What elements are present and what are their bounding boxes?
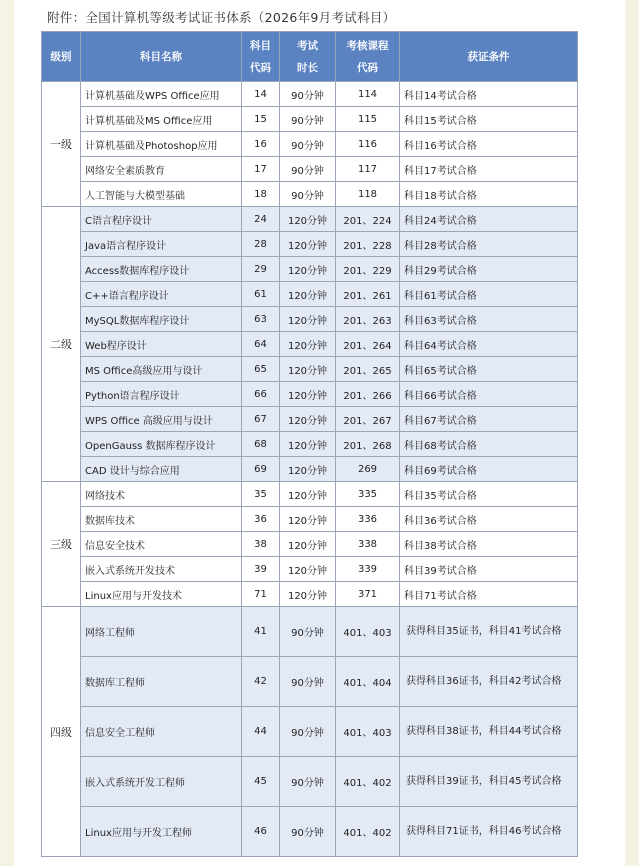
course-code-cell: 117 <box>336 157 400 182</box>
course-code-cell: 116 <box>336 132 400 157</box>
exam-duration-cell: 120分钟 <box>280 357 336 382</box>
exam-duration-cell: 90分钟 <box>280 657 336 707</box>
subject-name-cell: 信息安全工程师 <box>81 707 242 757</box>
subject-code-cell: 71 <box>242 582 280 607</box>
condition-cell: 科目28考试合格 <box>400 232 578 257</box>
exam-duration-cell: 90分钟 <box>280 757 336 807</box>
table-row <box>42 507 578 532</box>
attachment-caption: 附件：全国计算机等级考试证书体系（2026年9月考试科目） <box>47 10 396 25</box>
subject-name-cell: 计算机基础及MS Office应用 <box>81 107 242 132</box>
table-row <box>42 532 578 557</box>
table-row <box>42 582 578 607</box>
table-body <box>42 82 578 857</box>
exam-duration-cell: 120分钟 <box>280 332 336 357</box>
exam-duration-cell: 90分钟 <box>280 107 336 132</box>
course-code-cell: 201、265 <box>336 357 400 382</box>
subject-name-cell: 计算机基础及Photoshop应用 <box>81 132 242 157</box>
exam-duration-cell: 120分钟 <box>280 507 336 532</box>
condition-cell: 科目65考试合格 <box>400 357 578 382</box>
course-code-cell: 401、403 <box>336 607 400 657</box>
header-condition: 获证条件 <box>400 32 578 82</box>
condition-cell: 科目17考试合格 <box>400 157 578 182</box>
course-code-cell: 336 <box>336 507 400 532</box>
subject-code-cell: 46 <box>242 807 280 857</box>
condition-cell: 科目63考试合格 <box>400 307 578 332</box>
exam-duration-cell: 120分钟 <box>280 307 336 332</box>
subject-name-cell: Linux应用与开发工程师 <box>81 807 242 857</box>
table-row <box>42 382 578 407</box>
subject-name-cell: 网络工程师 <box>81 607 242 657</box>
table-row <box>42 282 578 307</box>
subject-name-cell: 数据库技术 <box>81 507 242 532</box>
subject-code-cell: 28 <box>242 232 280 257</box>
subject-name-cell: Access数据库程序设计 <box>81 257 242 282</box>
subject-name-cell: WPS Office 高级应用与设计 <box>81 407 242 432</box>
course-code-cell: 401、404 <box>336 657 400 707</box>
exam-duration-cell: 120分钟 <box>280 457 336 482</box>
table-header-row <box>42 32 578 82</box>
subject-name-cell: Web程序设计 <box>81 332 242 357</box>
table-row <box>42 207 578 232</box>
condition-cell: 科目18考试合格 <box>400 182 578 207</box>
subject-name-cell: 数据库工程师 <box>81 657 242 707</box>
subject-name-cell: 计算机基础及WPS Office应用 <box>81 82 242 107</box>
condition-cell: 科目29考试合格 <box>400 257 578 282</box>
course-code-cell: 401、403 <box>336 707 400 757</box>
subject-code-cell: 29 <box>242 257 280 282</box>
course-code-cell: 339 <box>336 557 400 582</box>
subject-code-cell: 64 <box>242 332 280 357</box>
subject-code-cell: 41 <box>242 607 280 657</box>
exam-duration-cell: 120分钟 <box>280 557 336 582</box>
subject-code-cell: 63 <box>242 307 280 332</box>
subject-name-cell: C++语言程序设计 <box>81 282 242 307</box>
exam-duration-cell: 120分钟 <box>280 382 336 407</box>
subject-code-cell: 65 <box>242 357 280 382</box>
condition-cell: 科目14考试合格 <box>400 82 578 107</box>
condition-cell: 科目39考试合格 <box>400 557 578 582</box>
condition-cell: 科目24考试合格 <box>400 207 578 232</box>
course-code-cell: 201、224 <box>336 207 400 232</box>
course-code-cell: 338 <box>336 532 400 557</box>
condition-cell: 科目35考试合格 <box>400 482 578 507</box>
course-code-cell: 201、268 <box>336 432 400 457</box>
table-row <box>42 482 578 507</box>
table-row <box>42 232 578 257</box>
table-row <box>42 332 578 357</box>
subject-code-cell: 17 <box>242 157 280 182</box>
exam-duration-cell: 120分钟 <box>280 532 336 557</box>
exam-duration-cell: 90分钟 <box>280 132 336 157</box>
exam-duration-cell: 90分钟 <box>280 157 336 182</box>
exam-duration-cell: 120分钟 <box>280 207 336 232</box>
subject-name-cell: MySQL数据库程序设计 <box>81 307 242 332</box>
course-code-cell: 335 <box>336 482 400 507</box>
condition-cell: 科目68考试合格 <box>400 432 578 457</box>
course-code-cell: 201、266 <box>336 382 400 407</box>
table-row <box>42 707 578 757</box>
level-cell: 一级 <box>42 82 81 207</box>
table-row <box>42 657 578 707</box>
condition-cell: 获得科目38证书，科目44考试合格 <box>400 707 578 757</box>
course-code-cell: 201、229 <box>336 257 400 282</box>
subject-name-cell: 嵌入式系统开发技术 <box>81 557 242 582</box>
condition-cell: 获得科目39证书，科目45考试合格 <box>400 757 578 807</box>
subject-code-cell: 42 <box>242 657 280 707</box>
condition-cell: 科目38考试合格 <box>400 532 578 557</box>
subject-code-cell: 38 <box>242 532 280 557</box>
header-subject-code-line1: 科目 <box>250 39 271 52</box>
subject-name-cell: 嵌入式系统开发工程师 <box>81 757 242 807</box>
condition-cell: 科目16考试合格 <box>400 132 578 157</box>
course-code-cell: 201、267 <box>336 407 400 432</box>
course-code-cell: 201、263 <box>336 307 400 332</box>
course-code-cell: 401、402 <box>336 757 400 807</box>
table-row <box>42 407 578 432</box>
table-row <box>42 132 578 157</box>
condition-cell: 科目61考试合格 <box>400 282 578 307</box>
subject-code-cell: 66 <box>242 382 280 407</box>
exam-duration-cell: 120分钟 <box>280 482 336 507</box>
course-code-cell: 371 <box>336 582 400 607</box>
subject-name-cell: CAD 设计与综合应用 <box>81 457 242 482</box>
exam-duration-cell: 120分钟 <box>280 257 336 282</box>
page-right-edge <box>625 0 639 866</box>
subject-code-cell: 14 <box>242 82 280 107</box>
subject-code-cell: 69 <box>242 457 280 482</box>
level-cell: 二级 <box>42 207 81 482</box>
condition-cell: 科目71考试合格 <box>400 582 578 607</box>
table-row <box>42 257 578 282</box>
table-row <box>42 107 578 132</box>
exam-duration-cell: 90分钟 <box>280 807 336 857</box>
header-exam-duration-line1: 考试 <box>297 39 318 52</box>
exam-duration-cell: 120分钟 <box>280 407 336 432</box>
condition-cell: 获得科目35证书，科目41考试合格 <box>400 607 578 657</box>
condition-cell: 科目15考试合格 <box>400 107 578 132</box>
table-row <box>42 82 578 107</box>
course-code-cell: 201、261 <box>336 282 400 307</box>
subject-name-cell: C语言程序设计 <box>81 207 242 232</box>
subject-name-cell: Python语言程序设计 <box>81 382 242 407</box>
subject-code-cell: 24 <box>242 207 280 232</box>
table-row <box>42 557 578 582</box>
table-row <box>42 757 578 807</box>
header-subject-code-line2: 代码 <box>250 61 271 74</box>
condition-cell: 获得科目36证书，科目42考试合格 <box>400 657 578 707</box>
subject-code-cell: 18 <box>242 182 280 207</box>
condition-cell: 科目36考试合格 <box>400 507 578 532</box>
subject-code-cell: 35 <box>242 482 280 507</box>
condition-cell: 获得科目71证书，科目46考试合格 <box>400 807 578 857</box>
condition-cell: 科目66考试合格 <box>400 382 578 407</box>
subject-code-cell: 67 <box>242 407 280 432</box>
table-row <box>42 807 578 857</box>
subject-code-cell: 68 <box>242 432 280 457</box>
subject-code-cell: 16 <box>242 132 280 157</box>
certificate-table <box>41 31 578 857</box>
subject-name-cell: 网络安全素质教育 <box>81 157 242 182</box>
course-code-cell: 201、228 <box>336 232 400 257</box>
subject-name-cell: 人工智能与大模型基础 <box>81 182 242 207</box>
table-row <box>42 457 578 482</box>
table-row <box>42 307 578 332</box>
subject-code-cell: 61 <box>242 282 280 307</box>
table-row <box>42 182 578 207</box>
exam-duration-cell: 120分钟 <box>280 432 336 457</box>
subject-name-cell: 信息安全技术 <box>81 532 242 557</box>
header-subject-name: 科目名称 <box>81 32 242 82</box>
header-course-code <box>336 32 400 82</box>
exam-duration-cell: 120分钟 <box>280 232 336 257</box>
exam-duration-cell: 90分钟 <box>280 707 336 757</box>
header-course-code-line1: 考核课程 <box>346 39 389 52</box>
course-code-cell: 115 <box>336 107 400 132</box>
subject-code-cell: 44 <box>242 707 280 757</box>
subject-name-cell: Linux应用与开发技术 <box>81 582 242 607</box>
level-cell: 三级 <box>42 482 81 607</box>
subject-code-cell: 39 <box>242 557 280 582</box>
condition-cell: 科目69考试合格 <box>400 457 578 482</box>
subject-name-cell: OpenGauss 数据库程序设计 <box>81 432 242 457</box>
subject-code-cell: 36 <box>242 507 280 532</box>
exam-duration-cell: 90分钟 <box>280 607 336 657</box>
course-code-cell: 201、264 <box>336 332 400 357</box>
page-left-edge <box>0 0 14 866</box>
condition-cell: 科目64考试合格 <box>400 332 578 357</box>
header-subject-code <box>242 32 280 82</box>
subject-code-cell: 45 <box>242 757 280 807</box>
exam-duration-cell: 120分钟 <box>280 582 336 607</box>
header-course-code-line2: 代码 <box>357 61 378 74</box>
exam-duration-cell: 90分钟 <box>280 82 336 107</box>
header-exam-duration <box>280 32 336 82</box>
exam-duration-cell: 120分钟 <box>280 282 336 307</box>
header-exam-duration-line2: 时长 <box>297 61 318 74</box>
header-level: 级别 <box>42 32 81 82</box>
course-code-cell: 401、402 <box>336 807 400 857</box>
level-cell: 四级 <box>42 607 81 857</box>
exam-duration-cell: 90分钟 <box>280 182 336 207</box>
table-row <box>42 607 578 657</box>
course-code-cell: 114 <box>336 82 400 107</box>
subject-name-cell: 网络技术 <box>81 482 242 507</box>
course-code-cell: 269 <box>336 457 400 482</box>
table-row <box>42 432 578 457</box>
course-code-cell: 118 <box>336 182 400 207</box>
subject-name-cell: MS Office高级应用与设计 <box>81 357 242 382</box>
table-row <box>42 157 578 182</box>
condition-cell: 科目67考试合格 <box>400 407 578 432</box>
subject-name-cell: Java语言程序设计 <box>81 232 242 257</box>
subject-code-cell: 15 <box>242 107 280 132</box>
table-row <box>42 357 578 382</box>
